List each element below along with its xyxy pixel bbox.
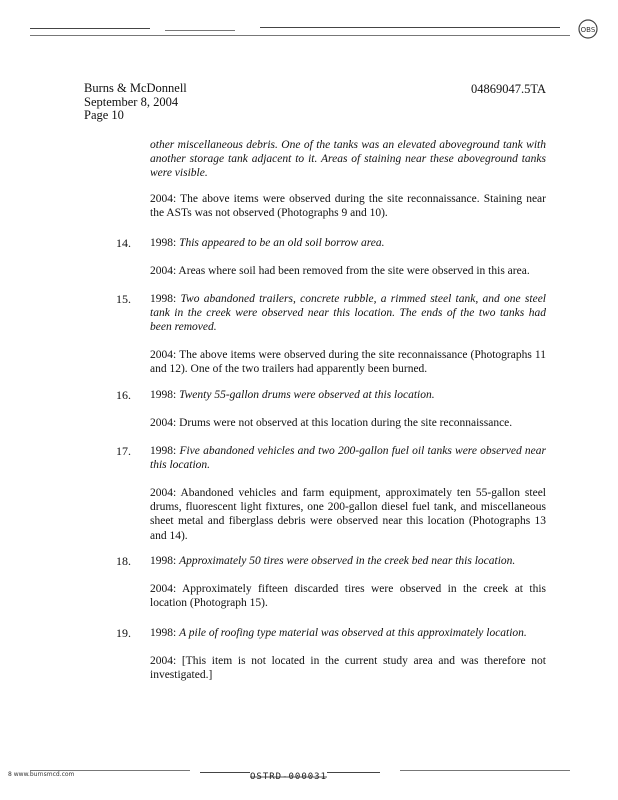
year-label: 1998:: [150, 293, 177, 305]
scan-line: [30, 35, 570, 36]
fax-text: www.burnsmcd.com: [13, 771, 75, 778]
item-13-2004: 2004: The above items were observed during the site reconnaissance. Staining near the ASTs was not observed (Photographs 9 and 10).: [150, 193, 546, 220]
item-19-1998-text: A pile of roofing type material was observed at this approximately location.: [179, 627, 527, 639]
scan-line: [260, 27, 560, 28]
page-number: Page 10: [84, 108, 124, 122]
item-18-1998-text: Approximately 50 tires were observed in the creek bed near this location.: [179, 555, 516, 567]
footer-mark: 8: [8, 771, 12, 778]
item-16-2004: 2004: Drums were not observed at this location during the site reconnaissance.: [150, 417, 513, 429]
item-16-1998: [150, 388, 546, 402]
item-number: 16.: [116, 388, 131, 402]
item-number: 19.: [116, 626, 131, 640]
scan-line: [165, 30, 235, 31]
item-14-2004: 2004: Areas where soil had been removed from the site were observed in this area.: [150, 265, 530, 277]
year-label: 1998:: [150, 237, 177, 249]
year-label: 1998:: [150, 389, 177, 401]
item-number: 14.: [116, 236, 131, 250]
scan-line: [30, 28, 150, 29]
year-label: 1998:: [150, 627, 177, 639]
year-label: 1998:: [150, 555, 177, 567]
project-number: 04869047.5TA: [470, 82, 546, 96]
company-name: Burns & McDonnell: [84, 81, 187, 95]
letter-header: [84, 82, 187, 123]
letter-date: September 8, 2004: [84, 94, 179, 109]
year-label: 1998:: [150, 445, 177, 457]
item-15-1998-text: Two abandoned trailers, concrete rubble, a rimmed steel tank, and one steel tank in the creek were observed near this location. The ends of the two tanks had been removed.: [150, 293, 546, 334]
bates-number: OSTRD-000031: [250, 772, 328, 782]
item-18-2004: 2004: Approximately fifteen discarded tires were observed in the creek at this location (Photograph 15).: [150, 583, 546, 610]
item-19-1998: [150, 626, 546, 640]
item-number: 17.: [116, 444, 131, 458]
item-19-2004: 2004: [This item is not located in the current study area and was therefore not investigated.]: [150, 655, 546, 682]
fax-footer: [8, 771, 74, 778]
item-14-1998-text: This appeared to be an old soil borrow area.: [179, 237, 385, 249]
item-13-1998-continued: other miscellaneous debris. One of the tanks was an elevated aboveground tank with another storage tank adjacent to it. Areas of staining near these aboveground tanks were visible.: [150, 139, 546, 180]
item-15-2004: 2004: The above items were observed during the site reconnaissance (Photographs 11 and 12). One of the two trailers had apparently been burned.: [150, 349, 546, 376]
item-16-1998-text: Twenty 55-gallon drums were observed at this location.: [179, 389, 435, 401]
stamp-icon: [576, 18, 600, 40]
item-number: 15.: [116, 292, 131, 306]
svg-text:OBS: OBS: [580, 26, 596, 34]
item-17-2004: 2004: Abandoned vehicles and farm equipment, approximately ten 55-gallon steel drums, fluorescent light fixtures, one 200-gallon diesel fuel tank, and miscellaneous sheet metal and fiberglass debris were observed near this location (Photographs 13 and 14).: [150, 487, 546, 542]
item-17-1998-text: Five abandoned vehicles and two 200-gallon fuel oil tanks were observed near this location.: [150, 445, 546, 472]
item-14-1998: [150, 236, 546, 250]
item-17-1998: [150, 444, 546, 472]
scan-line: [400, 770, 570, 771]
item-18-1998: [150, 554, 546, 568]
item-number: 18.: [116, 554, 131, 568]
item-15-1998: [150, 292, 546, 335]
